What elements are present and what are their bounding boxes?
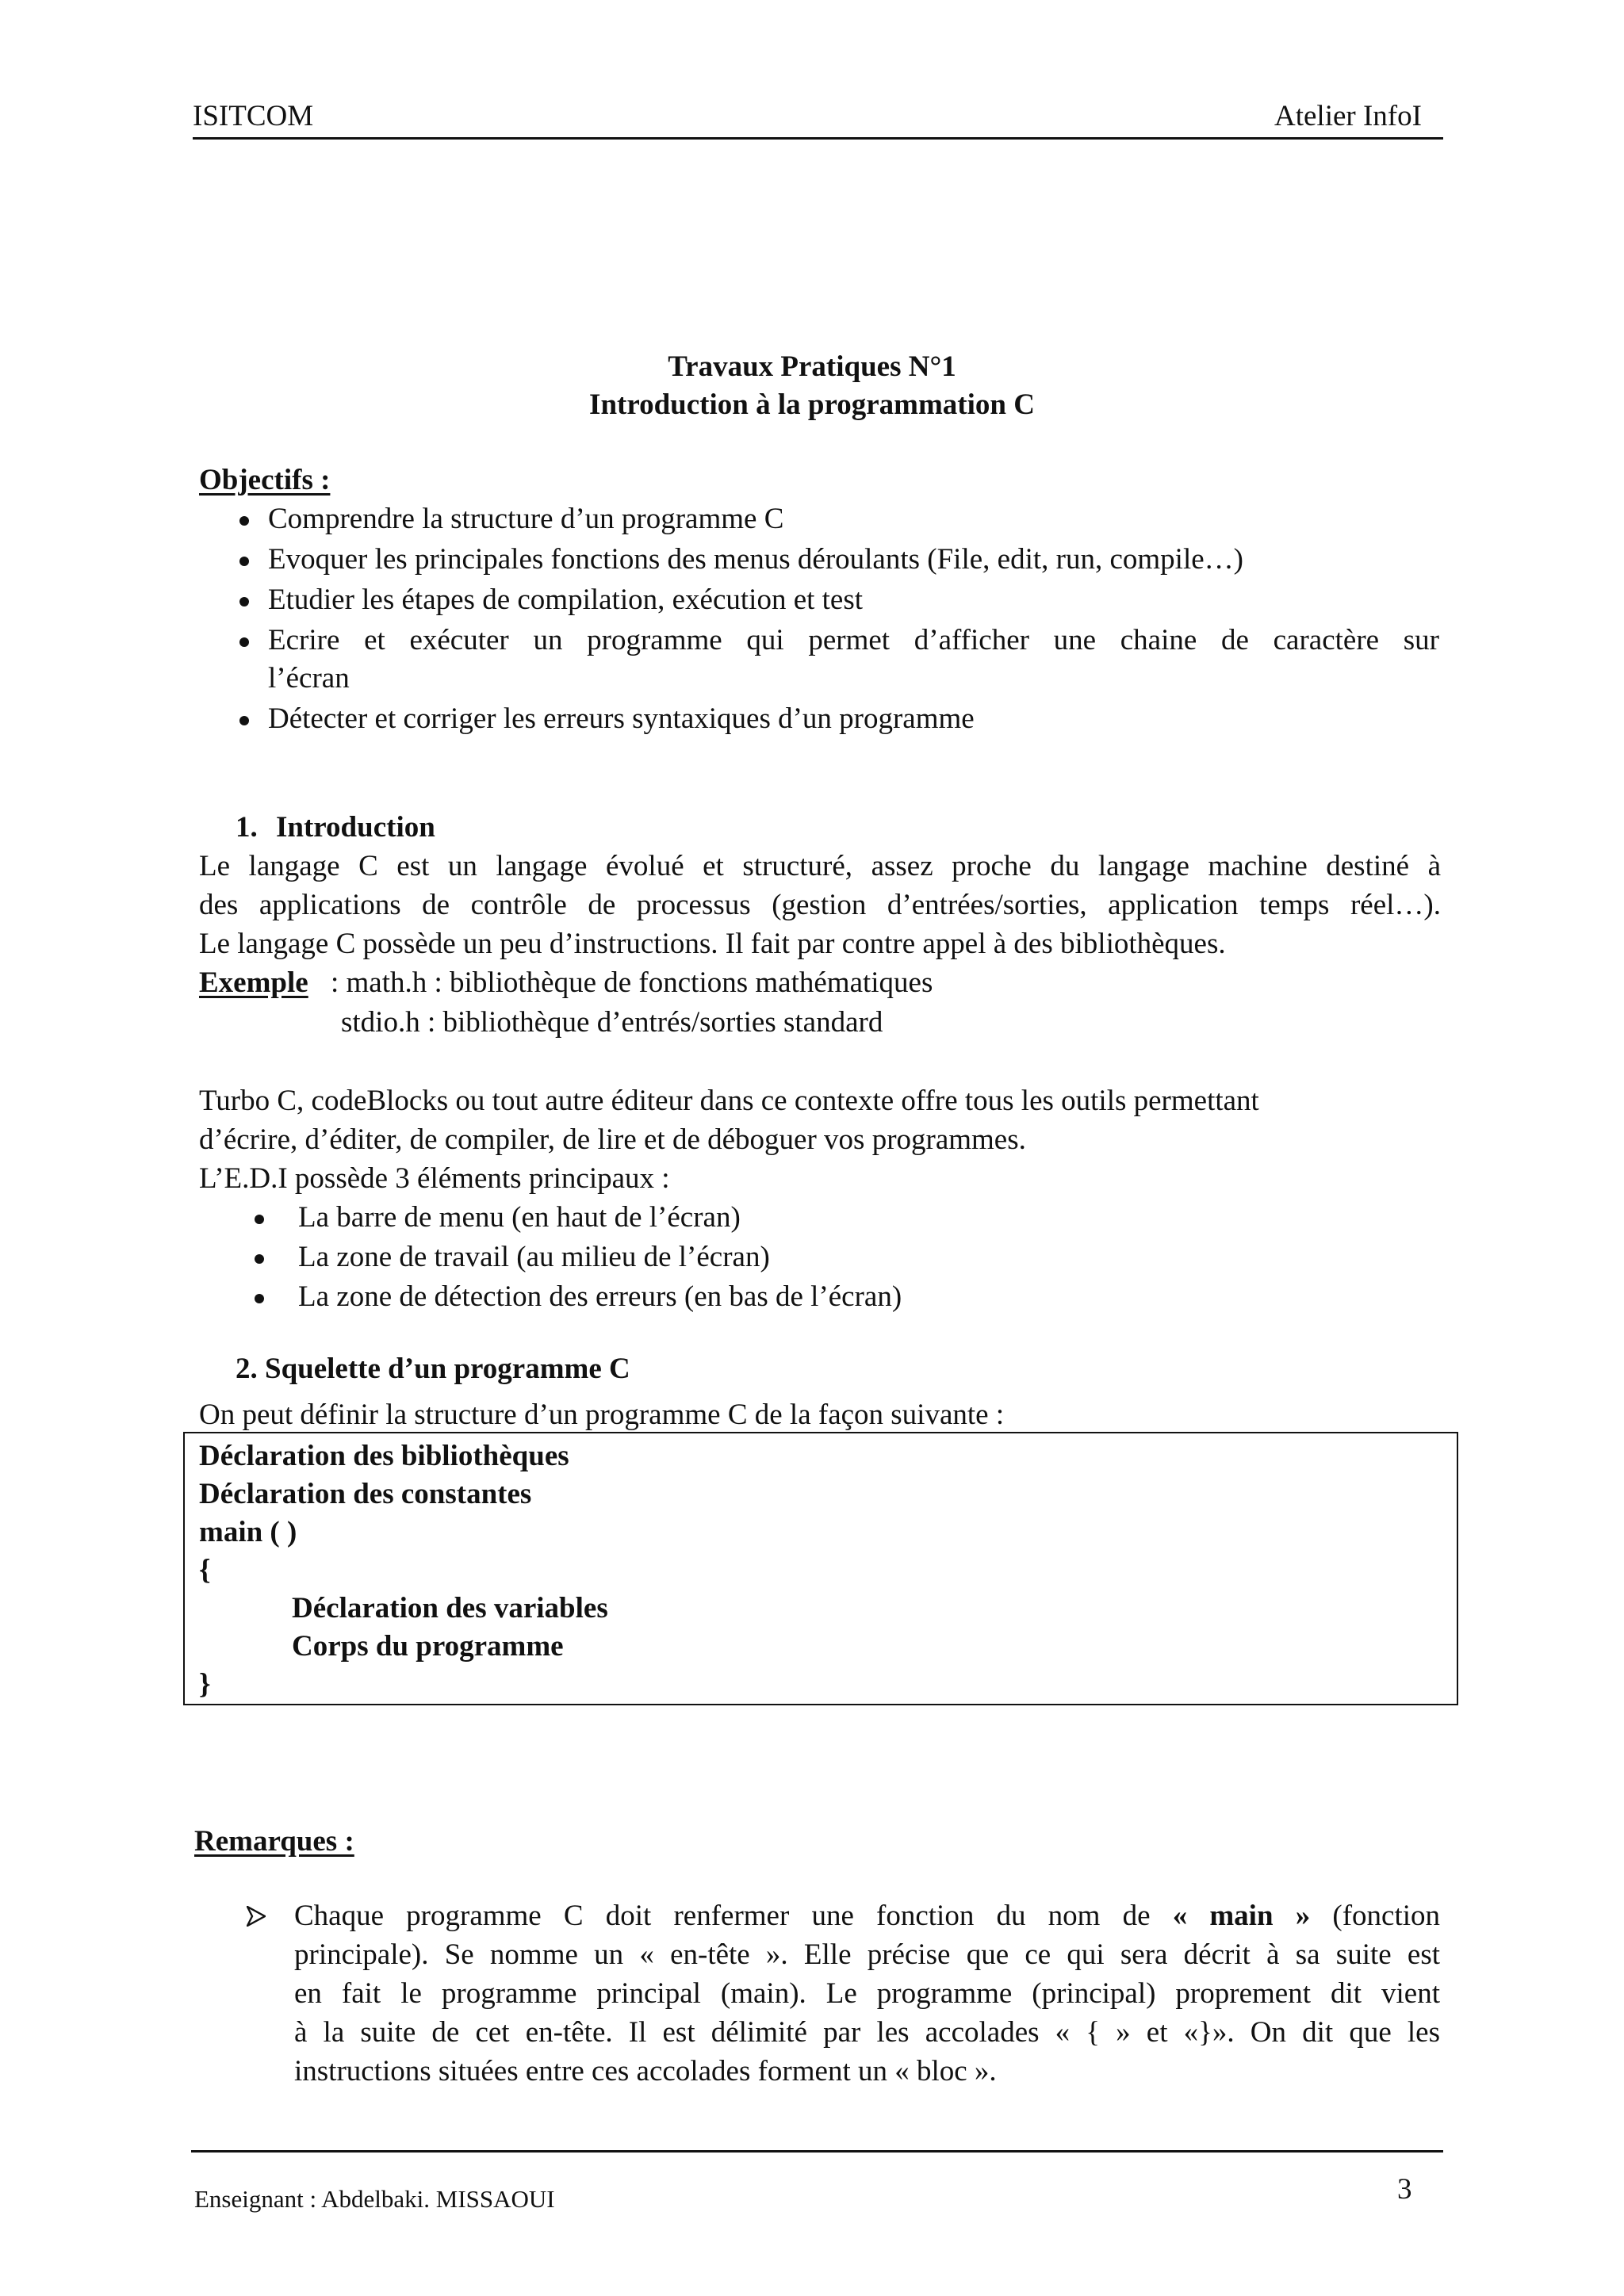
bullet-icon xyxy=(239,716,249,725)
header-rule xyxy=(193,137,1443,140)
edi-paragraph-line: L’E.D.I possède 3 éléments principaux : xyxy=(199,1162,670,1195)
objectif-item: Etudier les étapes de compilation, exécution et test xyxy=(268,584,864,616)
code-line: main ( ) xyxy=(199,1516,297,1548)
bullet-icon xyxy=(255,1215,264,1224)
footer-rule xyxy=(191,2150,1443,2152)
arrow-bullet-icon xyxy=(247,1906,266,1927)
remarques-heading: Remarques : xyxy=(194,1825,354,1858)
bullet-icon xyxy=(239,597,249,607)
code-line: Déclaration des constantes xyxy=(199,1478,532,1510)
section1-heading: Introduction xyxy=(276,811,435,844)
objectif-item-continued: l’écran xyxy=(268,662,350,695)
bullet-icon xyxy=(255,1294,264,1303)
exemple-line2: stdio.h : bibliothèque d’entrés/sorties standard xyxy=(341,1006,883,1039)
objectifs-heading: Objectifs : xyxy=(199,464,331,496)
remarque-line: en fait le programme principal (main). Le programme (principal) proprement dit vient xyxy=(294,1977,1440,2010)
code-line: Déclaration des variables xyxy=(292,1592,608,1624)
remarque-line-1-after: (fonction xyxy=(1310,1900,1441,1932)
bullet-icon xyxy=(239,637,249,647)
code-line: { xyxy=(199,1554,211,1586)
intro-paragraph-line: Le langage C possède un peu d’instructions. Il fait par contre appel à des bibliothèques. xyxy=(199,928,1226,960)
section2-intro: On peut définir la structure d’un programme C de la façon suivante : xyxy=(199,1399,1005,1431)
main-keyword: « main » xyxy=(1172,1900,1311,1932)
objectif-item: Ecrire et exécuter un programme qui permet d’afficher une chaine de caractère sur xyxy=(268,624,1439,656)
objectif-item: Evoquer les principales fonctions des menus déroulants (File, edit, run, compile…) xyxy=(268,543,1243,576)
exemple-line1: : math.h : bibliothèque de fonctions mathématiques xyxy=(331,966,933,999)
objectif-item: Détecter et corriger les erreurs syntaxiques d’un programme xyxy=(268,702,975,735)
bullet-icon xyxy=(239,557,249,566)
header-right: Atelier InfoI xyxy=(1274,100,1422,132)
bullet-icon xyxy=(255,1254,264,1264)
edi-paragraph-line: Turbo C, codeBlocks ou tout autre éditeur dans ce contexte offre tous les outils permettant xyxy=(199,1085,1259,1117)
remarque-line: principale). Se nomme un « en-tête ». Elle précise que ce qui sera décrit à sa suite est xyxy=(294,1938,1440,1971)
edi-item: La barre de menu (en haut de l’écran) xyxy=(298,1201,741,1234)
section2-heading: 2. Squelette d’un programme C xyxy=(236,1353,630,1385)
code-line: Corps du programme xyxy=(292,1630,564,1663)
bullet-icon xyxy=(239,516,249,526)
doc-title-line1: Travaux Pratiques N°1 xyxy=(668,350,956,383)
edi-paragraph-line: d’écrire, d’éditer, de compiler, de lire et de déboguer vos programmes. xyxy=(199,1123,1026,1156)
doc-title-line2: Introduction à la programmation C xyxy=(589,388,1035,421)
header-left: ISITCOM xyxy=(193,100,314,132)
code-line: Déclaration des bibliothèques xyxy=(199,1440,569,1472)
exemple-label: Exemple xyxy=(199,966,308,999)
remarque-line-1-before: Chaque programme C doit renfermer une fonction du nom de xyxy=(294,1900,1173,1932)
intro-paragraph-line: des applications de contrôle de processus (gestion d’entrées/sorties, application temps réel…). xyxy=(199,889,1441,921)
remarque-line: instructions situées entre ces accolades forment un « bloc ». xyxy=(294,2055,997,2087)
page-number: 3 xyxy=(1397,2173,1412,2206)
intro-paragraph-line: Le langage C est un langage évolué et structuré, assez proche du langage machine destiné à xyxy=(199,850,1441,882)
edi-item: La zone de travail (au milieu de l’écran) xyxy=(298,1241,770,1273)
edi-item: La zone de détection des erreurs (en bas de l’écran) xyxy=(298,1280,902,1313)
code-line: } xyxy=(199,1668,211,1701)
footer-teacher: Enseignant : Abdelbaki. MISSAOUI xyxy=(194,2185,555,2213)
objectif-item: Comprendre la structure d’un programme C xyxy=(268,503,784,535)
section1-number: 1. xyxy=(236,811,258,844)
remarque-line: à la suite de cet en-tête. Il est délimité par les accolades « { » et «}». On dit que les xyxy=(294,2016,1440,2049)
remarque-line-1 xyxy=(294,1896,1440,1935)
